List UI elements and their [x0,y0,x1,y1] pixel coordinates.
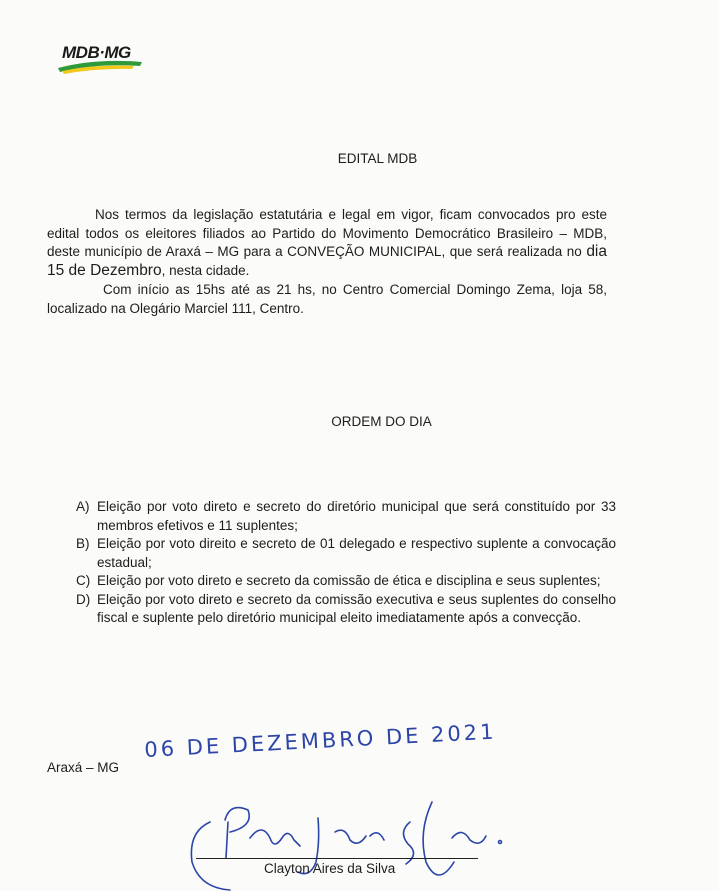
section-title: ORDEM DO DIA [331,414,432,429]
list-item-text: Eleição por voto direito e secreto de 01 delegado e respectivo suplente a convocação estadual; [97,536,616,570]
signature-icon [170,792,530,891]
list-item-text: Eleição por voto direto e secreto da comissão de ética e disciplina e seus suplentes; [97,573,601,588]
list-item-label: C) [76,573,91,588]
list-item [76,535,616,572]
paragraph-convocation [47,206,607,280]
mdb-logo [56,42,146,76]
list-item-label: D) [76,591,91,607]
list-item-text: Eleição por voto direto e secreto da comissão executiva e seus suplentes do conselho fiscal e suplente pelo diretório municipal eleito imediatamente após a convecção. [97,591,616,625]
paragraph-schedule-text: Com início as 15hs até as 21 hs, no Centro Comercial Domingo Zema, loja 58, localizado na Olegário Marciel 111, Centro. [47,282,607,316]
list-item [76,498,616,535]
logo-text: MDB·MG [62,43,131,62]
paragraph-convocation-date: dia 15 de Dezembro [47,243,607,279]
signature-line [196,858,478,859]
list-item [76,591,616,628]
paragraph-convocation-text-b: , nesta cidade. [161,262,250,278]
list-item [76,572,616,591]
agenda-list [76,498,616,628]
paragraph-convocation-text-a: Nos termos da legislação estatutária e legal em vigor, ficam convocados pro este edital todos os eleitores filiados ao Partido do Movimento Democrático Brasileiro – MDB, deste município de Araxá – MG para a CONVEÇÃO MUNICIPAL, que será realizada no [47,207,607,259]
place-label: Araxá – MG [47,760,120,775]
handwritten-date: 06 DE DEZEMBRO DE 2021 [143,719,498,762]
paragraph-schedule [47,281,607,318]
list-item-label: B) [76,536,90,551]
document-title: EDITAL MDB [337,151,418,166]
list-item-text: Eleição por voto direto e secreto do diretório municipal que será constituído por 33 membros efetivos e 11 suplentes; [97,499,616,533]
list-item-label: A) [76,499,90,514]
signer-name: Clayton Aires da Silva [264,861,396,876]
